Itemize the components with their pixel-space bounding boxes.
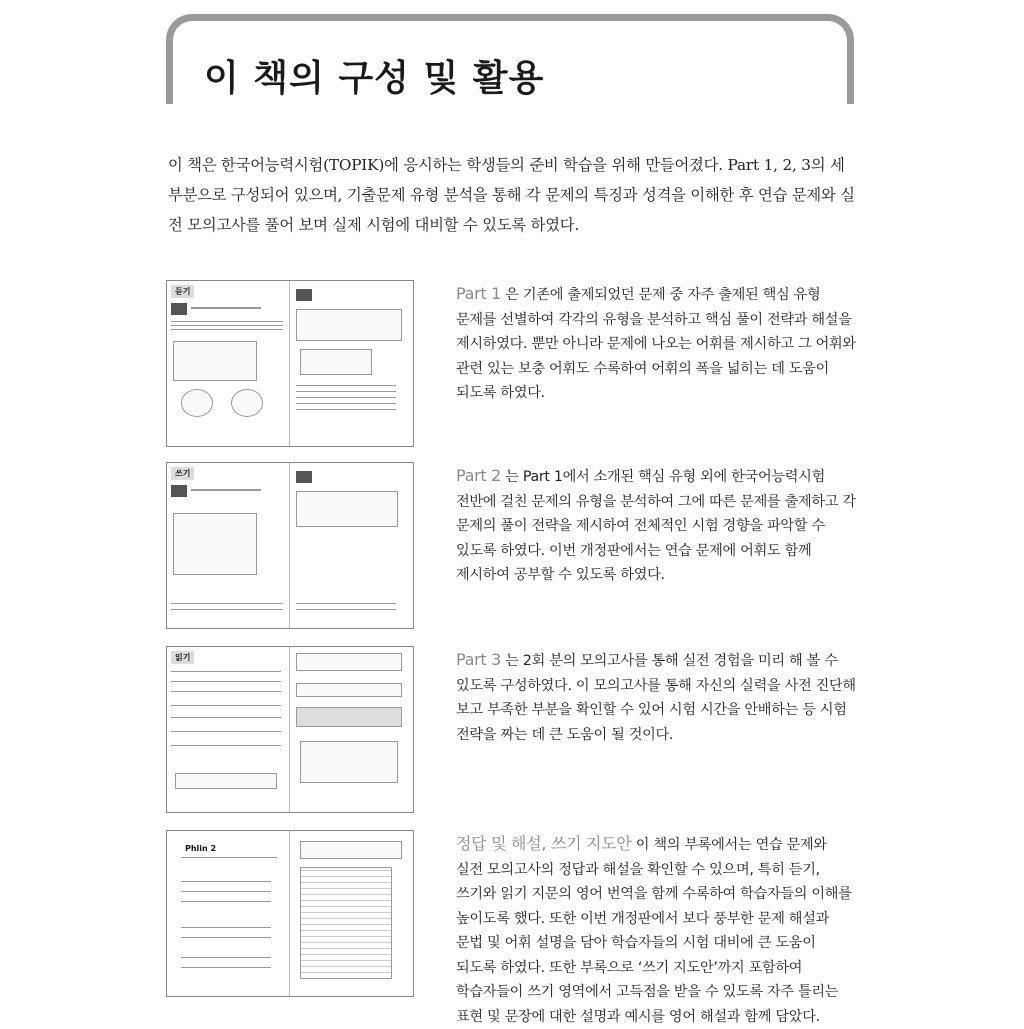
thumb-left-page <box>167 647 290 812</box>
part2-thumbnail <box>166 462 414 629</box>
thumb-tab: 듣기 <box>171 285 194 298</box>
thumb-number-block <box>171 303 187 315</box>
part3-text: 는 2회 분의 모의고사를 통해 실전 경험을 미리 해 볼 수 있도록 구성하였다. 이 모의고사를 통해 자신의 실력을 사전 진단해 보고 부족한 부분을 확인할 수 있어 시험 시간을 안배하는 등 시험 전략을 짜는 데 큰 도움이 될 것이다. <box>456 653 856 743</box>
thumb-left-page <box>167 281 290 446</box>
part3-label: Part 3 <box>456 650 502 669</box>
thumb-left-page <box>167 831 290 996</box>
answers-text: 이 책의 부록에서는 연습 문제와 실전 모의고사의 정답과 해설을 확인할 수 있으며, 특히 듣기, 쓰기와 읽기 지문의 영어 번역을 함께 수록하여 학습자들의 이해를 높이도록 했다. 또한 이번 개정판에서 보다 풍부한 문제 해설과 문법 및 어휘 설명을 담아 학습자들의 시험 대비에 큰 도움이 되도록 하였다. 또한 부록으로 ‘쓰기 지도안’까지 포함하여 학습자들이 쓰기 영역에서 고득점을 받을 수 있도록 자주 틀리는 표현 및 문장에 대한 설명과 예시를 영어 해설과 함께 담았다. <box>456 837 852 1025</box>
thumb-chart <box>181 389 213 417</box>
thumb-left-page <box>167 463 290 628</box>
part2-text: 는 Part 1에서 소개된 핵심 유형 외에 한국어능력시험 전반에 걸친 문제의 유형을 분석하여 그에 따른 문제를 출제하고 각 문제의 풀이 전략을 제시하여 전체적인 시험 경향을 파악할 수 있도록 하였다. 이번 개정판에서는 연습 문제에 어휘도 함께 제시하여 공부할 수 있도록 하였다. <box>456 469 856 583</box>
thumb-textbox <box>173 513 257 575</box>
thumb-right-page <box>290 831 413 996</box>
thumb-tab: 읽기 <box>171 651 194 664</box>
part1-description <box>456 282 856 406</box>
thumb-chart <box>231 389 263 417</box>
part3-description <box>456 648 856 747</box>
answers-label: 정답 및 해설, 쓰기 지도안 <box>456 834 632 853</box>
part2-description <box>456 464 856 588</box>
thumb-tab: 쓰기 <box>171 467 194 480</box>
page-title: 이 책의 구성 및 활용 <box>204 58 545 99</box>
thumb-right-page <box>290 281 413 446</box>
part2-label: Part 2 <box>456 466 502 485</box>
part1-text: 은 기존에 출제되었던 문제 중 자주 출제된 핵심 유형 문제를 선별하여 각각의 유형을 분석하고 핵심 풀이 전략과 해설을 제시하였다. 뿐만 아니라 문제에 나오는 어휘를 제시하고 그 어휘와 관련 있는 보충 어휘도 수록하여 어휘의 폭을 넓히는 데 도움이 되도록 하였다. <box>456 287 856 401</box>
thumb-tab: Phlin 2 <box>185 844 217 853</box>
intro-paragraph: 이 책은 한국어능력시험(TOPIK)에 응시하는 학생들의 준비 학습을 위해 만들어졌다. Part 1, 2, 3의 세 부분으로 구성되어 있으며, 기출문제 유형 분석을 통해 각 문제의 특징과 성격을 이해한 후 연습 문제와 실전 모의고사를 풀어 보며 실제 시험에 대비할 수 있도록 하였다. <box>168 156 855 234</box>
answers-thumbnail <box>166 830 414 997</box>
part1-label: Part 1 <box>456 284 502 303</box>
answers-description <box>456 832 856 1029</box>
thumb-textbox <box>173 341 257 381</box>
part3-thumbnail <box>166 646 414 813</box>
thumb-right-page <box>290 463 413 628</box>
thumb-right-page <box>290 647 413 812</box>
part1-thumbnail <box>166 280 414 447</box>
